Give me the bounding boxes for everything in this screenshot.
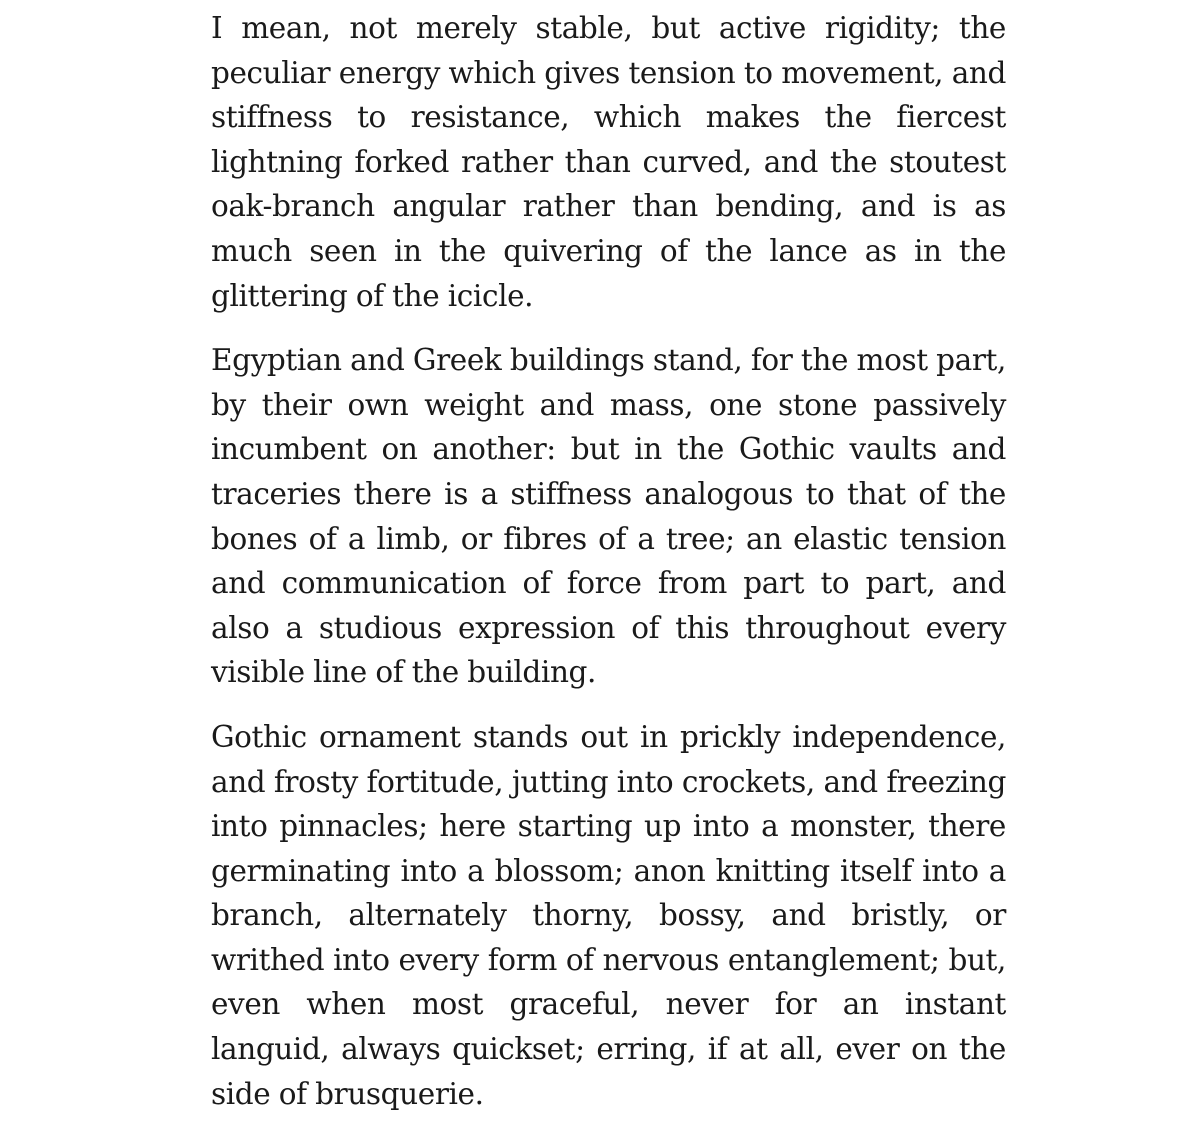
paragraph-1: I mean, not merely stable, but active rigidity; the peculiar energy which gives tension to movement, and stiffness to resistance, which makes the fiercest lightning forked rather than curved, and the stoutest oak-branch angular rather than bending, and is as much seen in the quivering of the lance as in the glittering of the icicle. — [211, 11, 1006, 313]
paragraph-3: Gothic ornament stands out in prickly independence, and frosty fortitude, jutting into crockets, and freezing into pinnacles; here starting up into a monster, there germinating into a blossom; anon knitting itself into a branch, alternately thorny, bossy, and bristly, or writhed into every form of nervous entanglement; but, even when most graceful, never for an instant languid, always quickset; erring, if at all, ever on the side of brusquerie. — [211, 719, 1006, 1111]
paragraph-2: Egyptian and Greek buildings stand, for the most part, by their own weight and mass, one stone passively incumbent on another: but in the Gothic vaults and traceries there is a stiffness analogous to that of the bones of a limb, or fibres of a tree; an elastic tension and communication of force from part to part, and also a studious expression of this throughout every visible line of the building. — [211, 343, 1006, 690]
reading-pane — [211, 6, 1006, 1136]
